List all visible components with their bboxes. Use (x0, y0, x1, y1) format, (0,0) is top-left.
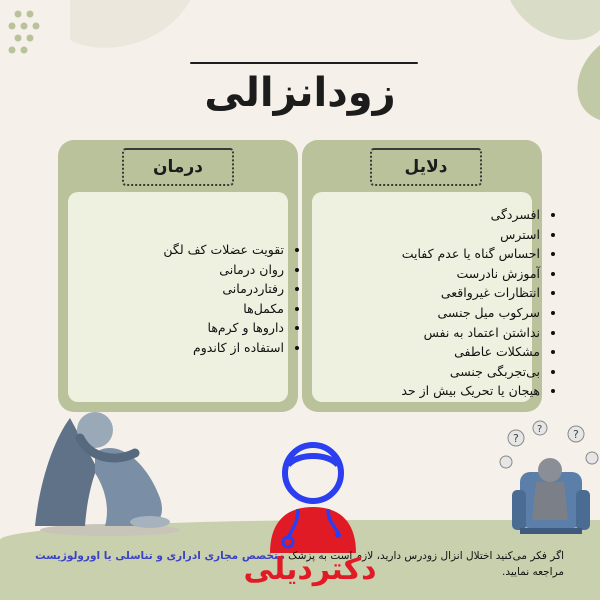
decorative-blob-top-left (70, 0, 190, 70)
treatment-list (72, 240, 306, 358)
list-item: • آموزش نادرست (316, 264, 540, 284)
list-item: • بی‌تجربگی جنسی (316, 362, 540, 382)
sad-person-illustration (25, 398, 180, 538)
decorative-dots (0, 0, 60, 80)
list-item: • نداشتن اعتماد به نفس (316, 323, 540, 343)
footer-text-before: اگر فکر می‌کنید اختلال انزال زودرس دارید، لازم است به پزشک (284, 550, 564, 562)
stressed-person-illustration (498, 420, 600, 540)
list-item: • افسردگی (316, 205, 540, 225)
doctor-logo-icon (258, 435, 368, 565)
list-item: • رفتاردرمانی (72, 279, 284, 299)
page-title: زودانزالی (204, 70, 396, 116)
list-item: • مشکلات عاطفی (316, 342, 540, 362)
causes-list (316, 205, 562, 401)
list-item: • سرکوب میل جنسی (316, 303, 540, 323)
list-item: • داروها و کرم‌ها (72, 318, 284, 338)
list-item: • تقویت عضلات کف لگن (72, 240, 284, 260)
svg-text:?: ? (513, 432, 519, 445)
list-item: • استفاده از کاندوم (72, 338, 284, 358)
list-item: • استرس (316, 225, 540, 245)
title-divider (190, 62, 418, 64)
list-item: • انتظارات غیرواقعی (316, 283, 540, 303)
footer-text-after: مراجعه نمایید. (502, 566, 564, 578)
brand-logo-text: دکتردیلی (243, 552, 377, 587)
list-item: • مکمل‌ها (72, 299, 284, 319)
svg-text:?: ? (537, 424, 543, 435)
treatment-heading: درمان (122, 148, 234, 186)
causes-heading: دلایل (370, 148, 482, 186)
list-item: • احساس گناه یا عدم کفایت (316, 244, 540, 264)
svg-text:?: ? (573, 428, 579, 441)
list-item: • روان درمانی (72, 260, 284, 280)
footer-specialist-link[interactable]: متخصص مجاری ادراری و تناسلی یا اورولوژیست (35, 550, 285, 562)
list-item: • هیجان یا تحریک بیش از حد (316, 381, 540, 401)
